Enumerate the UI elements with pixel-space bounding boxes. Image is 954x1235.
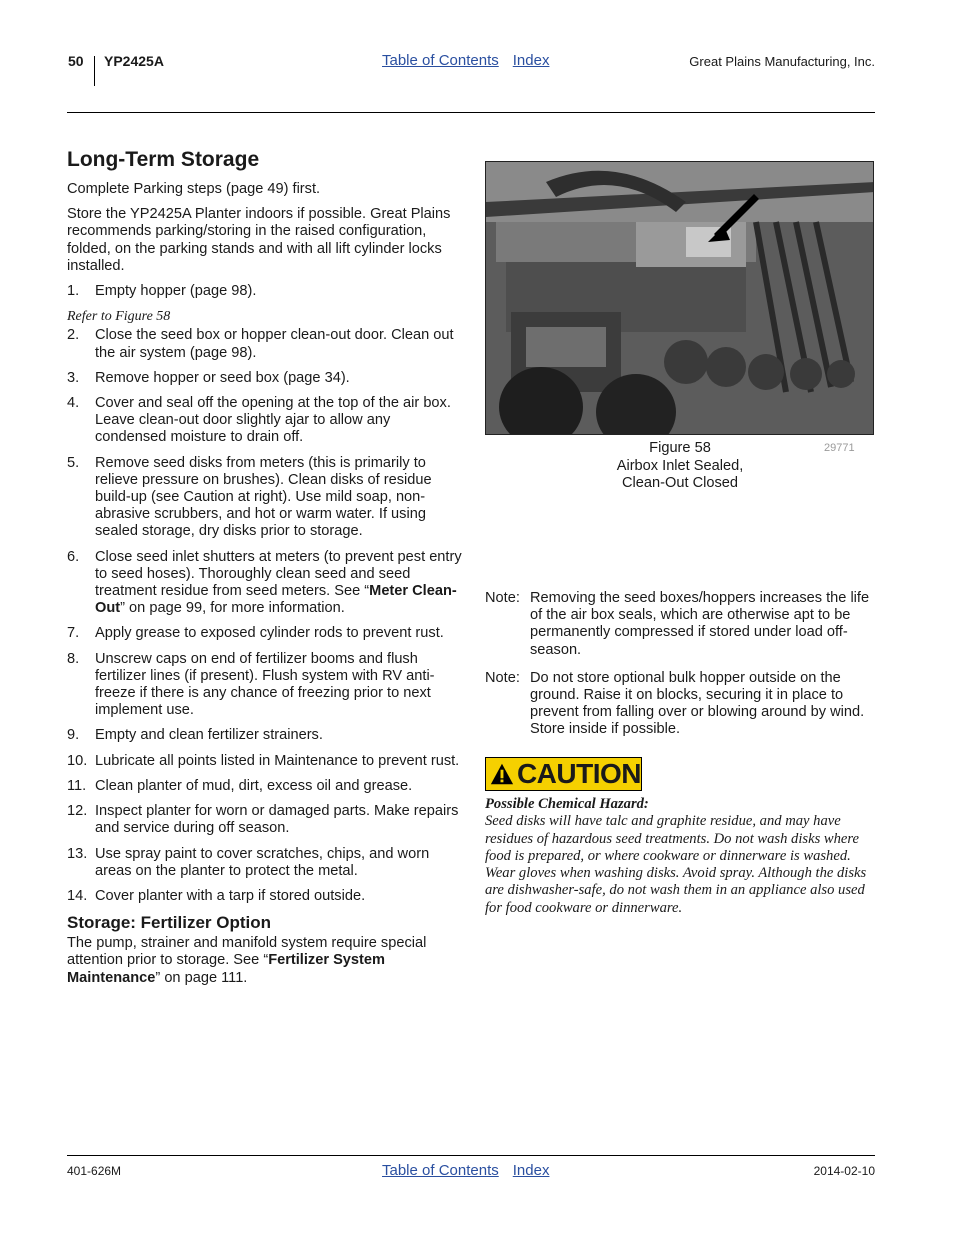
list-item <box>67 651 462 720</box>
note <box>485 670 877 739</box>
photo-id: 29771 <box>824 442 855 454</box>
step-text: Close the seed box or hopper clean-out door. Clean out the air system (page 98). <box>95 327 454 361</box>
note-label: Note: <box>485 590 520 606</box>
footer-nav <box>382 1162 563 1179</box>
header-nav <box>382 52 563 69</box>
list-item <box>67 727 462 744</box>
step-number: 1. <box>67 283 80 300</box>
note-text: Do not store optional bulk hopper outside on the ground. Raise it on blocks, securing it in place to prevent from falling over or blowing around by wind. Store inside if possible. <box>530 669 865 738</box>
step-number: 11. <box>67 777 87 794</box>
intro-paragraph: Store the YP2425A Planter indoors if possible. Great Plains recommends parking/storing in the raised configuration, folded, on the parking stands and with all lift cylinder locks installed. <box>67 206 451 274</box>
step-number: 13. <box>67 845 88 862</box>
figure-caption-line: Clean-Out Closed <box>622 475 738 492</box>
chemical-hazard-warning <box>485 796 875 917</box>
notes <box>485 590 877 750</box>
list-item <box>67 395 462 447</box>
header-rule <box>67 112 875 113</box>
figure-caption <box>485 440 875 493</box>
list-item <box>67 778 462 795</box>
list-item <box>67 549 462 618</box>
step-number: 10. <box>67 752 88 769</box>
fertilizer-paragraph <box>67 935 462 987</box>
figure-reference: Refer to Figure 58 <box>67 309 171 325</box>
fertilizer-text: The pump, strainer and manifold system require special attention prior to storage. See “ <box>67 935 427 969</box>
fertilizer-text: ” on page 111. <box>155 969 248 986</box>
footer-rule <box>67 1155 875 1156</box>
header-divider <box>94 56 95 86</box>
document-number: 401-626M <box>67 1164 122 1178</box>
step-number: 14. <box>67 887 88 904</box>
footer-index-link[interactable]: Index <box>512 1162 550 1179</box>
fertilizer-maintenance-ref: Fertilizer System Maintenance <box>67 952 385 986</box>
step-text-part: Close seed inlet shutters at meters (to prevent pest entry to seed hoses). Thoroughly clean seed and seed treatment residue from seed meters. See “ <box>95 548 462 600</box>
figure-58-photo <box>485 161 874 435</box>
list-item <box>67 803 462 837</box>
list-item <box>67 370 462 387</box>
step-text: Use spray paint to cover scratches, chips, and worn areas on the planter to protect the metal. <box>95 845 430 879</box>
publication-date: 2014-02-10 <box>813 1164 875 1178</box>
meter-clean-out-ref: Meter Clean-Out <box>95 583 457 617</box>
step-number: 9. <box>67 727 80 744</box>
step-text: Cover planter with a tarp if stored outside. <box>95 887 366 904</box>
note-text: Removing the seed boxes/hoppers increases the life of the air box seals, which are otherwise apt to be permanently compressed if stored under load off-season. <box>530 590 870 658</box>
step-number: 7. <box>67 625 80 642</box>
figure-caption-line: Airbox Inlet Sealed, <box>616 457 744 474</box>
note <box>485 590 877 659</box>
intro-paragraph: Complete Parking steps (page 49) first. <box>67 181 321 197</box>
step-text: Apply grease to exposed cylinder rods to prevent rust. <box>95 625 444 642</box>
storage-steps <box>67 283 462 300</box>
header-index-link[interactable]: Index <box>512 52 550 69</box>
figure-label: Figure 58 <box>649 440 711 456</box>
note-label: Note: <box>485 669 520 686</box>
list-item <box>67 283 462 300</box>
step-number: 5. <box>67 454 80 471</box>
warning-triangle-icon <box>490 761 514 787</box>
step-number: 3. <box>67 369 80 386</box>
list-item <box>67 455 462 541</box>
fertilizer-section-title: Storage: Fertilizer Option <box>67 913 272 933</box>
header-toc-link[interactable]: Table of Contents <box>382 52 499 69</box>
caution-label <box>485 757 642 791</box>
storage-steps <box>67 327 462 905</box>
company-name: Great Plains Manufacturing, Inc. <box>689 54 875 69</box>
planter-photo-illustration <box>486 162 874 435</box>
hazard-text: Seed disks will have talc and graphite residue, and may have residues of hazardous seed treatments. Do not wash disks where food is prepared, or where cookware or dinnerware is washed. Wear gloves when washing disks. Avoid spray. Although the disks are dishwasher-safe, do not wash them in an appliance also used for food cookware or dinnerware. <box>485 813 867 916</box>
step-number: 4. <box>67 395 80 412</box>
step-text: Empty and clean fertilizer strainers. <box>95 727 323 744</box>
list-item <box>67 327 462 361</box>
caution-word: CAUTION <box>516 758 641 789</box>
step-text <box>95 549 462 617</box>
step-text: Remove hopper or seed box (page 34). <box>95 369 350 386</box>
step-text: Empty hopper (page 98). <box>95 283 257 300</box>
list-item <box>67 625 462 642</box>
section-title: Long-Term Storage <box>67 148 260 171</box>
step-text: Unscrew caps on end of fertilizer booms and flush fertilizer lines (if present). Flush system with RV anti-freeze if there is any chance of freezing prior to next implement use. <box>95 650 435 719</box>
step-text: Clean planter of mud, dirt, excess oil and grease. <box>95 777 413 794</box>
step-number: 6. <box>67 548 80 565</box>
step-text: Inspect planter for worn or damaged parts. Make repairs and service during off season. <box>95 803 459 837</box>
step-text: Lubricate all points listed in Maintenance to prevent rust. <box>95 752 460 769</box>
left-column <box>67 147 462 995</box>
list-item <box>67 888 462 905</box>
step-text-part: ” on page 99, for more information. <box>120 600 345 617</box>
hazard-title: Possible Chemical Hazard: <box>485 796 649 812</box>
step-text: Cover and seal off the opening at the top of the air box. Leave clean-out door slightly ajar to allow any condensed moisture to drain off. <box>95 395 451 446</box>
page-number: 50 <box>68 53 84 69</box>
list-item <box>67 753 462 770</box>
model-name: YP2425A <box>104 53 164 69</box>
footer-toc-link[interactable]: Table of Contents <box>382 1162 499 1179</box>
step-text: Remove seed disks from meters (this is primarily to relieve pressure on brushes). Clean disks of residue build-up (see Caution at right). Use mild soap, non-abrasive scrubbers, and hot or warm water. If using sealed storage, dry disks prior to storage. <box>95 454 432 540</box>
step-number: 2. <box>67 327 80 344</box>
list-item <box>67 846 462 880</box>
step-number: 8. <box>67 650 80 667</box>
step-number: 12. <box>67 803 88 820</box>
